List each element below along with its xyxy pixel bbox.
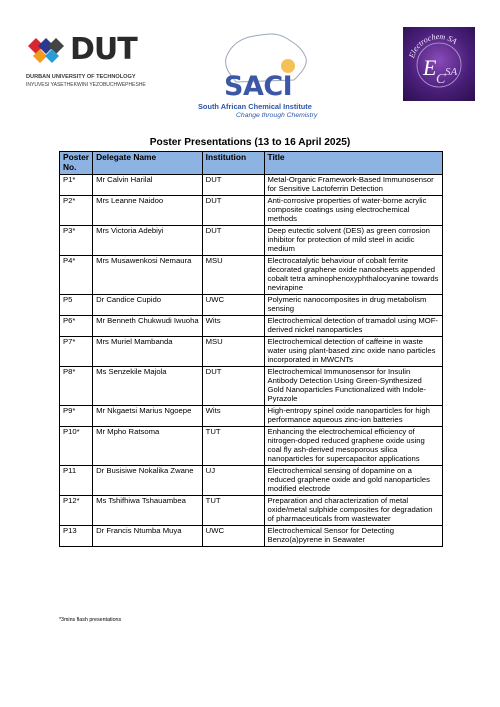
poster-number-cell: P5 (60, 294, 93, 315)
table-row (60, 405, 443, 426)
header-delegate-name: Delegate Name (93, 152, 203, 175)
poster-title-cell: Preparation and characterization of metal oxide/metal sulphide composites for degradation of pharmaceuticals from wastewater (264, 495, 442, 525)
table-header (60, 152, 443, 175)
poster-title-cell: Electrochemical Immunosensor for Insulin Antibody Detection Using Green-Synthesized Gold Nanoparticles Functionalized with Indole-Pyrazole (264, 366, 442, 405)
institution-cell: MSU (202, 336, 264, 366)
institution-cell: TUT (202, 426, 264, 465)
table-row (60, 195, 443, 225)
institution-cell: Wits (202, 405, 264, 426)
dut-emblem-icon (26, 34, 66, 68)
delegate-name-cell: Dr Candice Cupido (93, 294, 203, 315)
table-row (60, 294, 443, 315)
poster-title-cell: Polymeric nanocomposites in drug metabolism sensing (264, 294, 442, 315)
svg-text:Electrochem SA: Electrochem SA (407, 31, 459, 60)
delegate-name-cell: Ms Senzekile Majola (93, 366, 203, 405)
poster-title-cell: Electrochemical Sensor for Detecting Benzo(a)pyrene in Seawater (264, 525, 442, 546)
delegate-name-cell: Mr Calvin Harilal (93, 174, 203, 195)
dut-zulu-name: INYUVESI YASETHEKWINI YEZOBUCHWEPHESHE (26, 82, 146, 88)
table-row (60, 336, 443, 366)
poster-number-cell: P8* (60, 366, 93, 405)
institution-cell: DUT (202, 195, 264, 225)
poster-number-cell: P11 (60, 465, 93, 495)
header-institution: Institution (202, 152, 264, 175)
institution-cell: UWC (202, 294, 264, 315)
poster-number-cell: P1* (60, 174, 93, 195)
footnote: *3mins flash presentations (59, 617, 122, 623)
saci-logo (196, 28, 326, 120)
delegate-name-cell: Mrs Leanne Naidoo (93, 195, 203, 225)
institution-cell: TUT (202, 495, 264, 525)
table-row (60, 174, 443, 195)
delegate-name-cell: Dr Busisiwe Nokalika Zwane (93, 465, 203, 495)
dut-full-name: DURBAN UNIVERSITY OF TECHNOLOGY (26, 74, 136, 80)
svg-text:C: C (436, 72, 446, 87)
delegate-name-cell: Dr Francis Ntumba Muya (93, 525, 203, 546)
table-row (60, 366, 443, 405)
poster-number-cell: P13 (60, 525, 93, 546)
delegate-name-cell: Mrs Musawenkosi Nemaura (93, 255, 203, 294)
poster-title-cell: High-entropy spinel oxide nanoparticles for high performance aqueous zinc-ion batteries (264, 405, 442, 426)
table-row (60, 525, 443, 546)
institution-cell: DUT (202, 366, 264, 405)
delegate-name-cell: Mr Benneth Chukwudi Iwuoha (93, 315, 203, 336)
header-title: Title (264, 152, 442, 175)
poster-number-cell: P7* (60, 336, 93, 366)
delegate-name-cell: Ms Tshifhiwa Tshauambea (93, 495, 203, 525)
poster-title-cell: Metal-Organic Framework-Based Immunosensor for Sensitive Lactoferrin Detection (264, 174, 442, 195)
poster-table (59, 151, 443, 547)
poster-number-cell: P9* (60, 405, 93, 426)
saci-full-name: South African Chemical Institute (198, 102, 312, 111)
institution-cell: MSU (202, 255, 264, 294)
poster-title-cell: Electrochemical sensing of dopamine on a reduced graphene oxide and gold nanoparticles modified electrode (264, 465, 442, 495)
saci-tagline: Change through Chemistry (236, 112, 318, 119)
table-row (60, 495, 443, 525)
page-title: Poster Presentations (13 to 16 April 2025) (149, 137, 351, 148)
table-row (60, 225, 443, 255)
table-row (60, 315, 443, 336)
saci-wordmark: SACI (224, 71, 293, 102)
poster-title-cell: Enhancing the electrochemical efficiency of nitrogen-doped reduced graphene oxide using coal fly ash-derived mesoporous silica nanoparticles for supercapacitor applications (264, 426, 442, 465)
dut-logo (26, 32, 166, 94)
ecsa-emblem-icon (403, 27, 475, 101)
header-poster-no: Poster No. (60, 152, 93, 175)
poster-number-cell: P12* (60, 495, 93, 525)
institution-cell: Wits (202, 315, 264, 336)
poster-title-cell: Deep eutectic solvent (DES) as green corrosion inhibitor for protection of mild steel in acidic medium (264, 225, 442, 255)
poster-number-cell: P6* (60, 315, 93, 336)
electrochem-sa-logo (403, 27, 475, 101)
poster-title-cell: Electrochemical detection of caffeine in waste water using plant-based zinc oxide nano particles incorporated in MWCNTs (264, 336, 442, 366)
delegate-name-cell: Mr Mpho Ratsoma (93, 426, 203, 465)
poster-number-cell: P2* (60, 195, 93, 225)
dut-wordmark: DUT (70, 32, 137, 67)
poster-title-cell: Electrochemical detection of tramadol using MOF-derived nickel nanoparticles (264, 315, 442, 336)
institution-cell: UWC (202, 525, 264, 546)
svg-text:SA: SA (445, 66, 458, 78)
institution-cell: DUT (202, 225, 264, 255)
poster-number-cell: P3* (60, 225, 93, 255)
delegate-name-cell: Mr Nkgaetsi Marius Ngoepe (93, 405, 203, 426)
poster-number-cell: P4* (60, 255, 93, 294)
delegate-name-cell: Mrs Muriel Mambanda (93, 336, 203, 366)
poster-title-cell: Electrocatalytic behaviour of cobalt ferrite decorated graphene oxide nanosheets appended cobalt tetra aminophenoxyphthalocyanine towards nevirapine (264, 255, 442, 294)
institution-cell: UJ (202, 465, 264, 495)
table-row (60, 255, 443, 294)
delegate-name-cell: Mrs Victoria Adebiyi (93, 225, 203, 255)
poster-number-cell: P10* (60, 426, 93, 465)
institution-cell: DUT (202, 174, 264, 195)
table-row (60, 465, 443, 495)
table-body (60, 174, 443, 546)
poster-title-cell: Anti-corrosive properties of water-borne acrylic composite coatings using electrochemical methods (264, 195, 442, 225)
svg-text:E: E (423, 55, 437, 80)
table-row (60, 426, 443, 465)
